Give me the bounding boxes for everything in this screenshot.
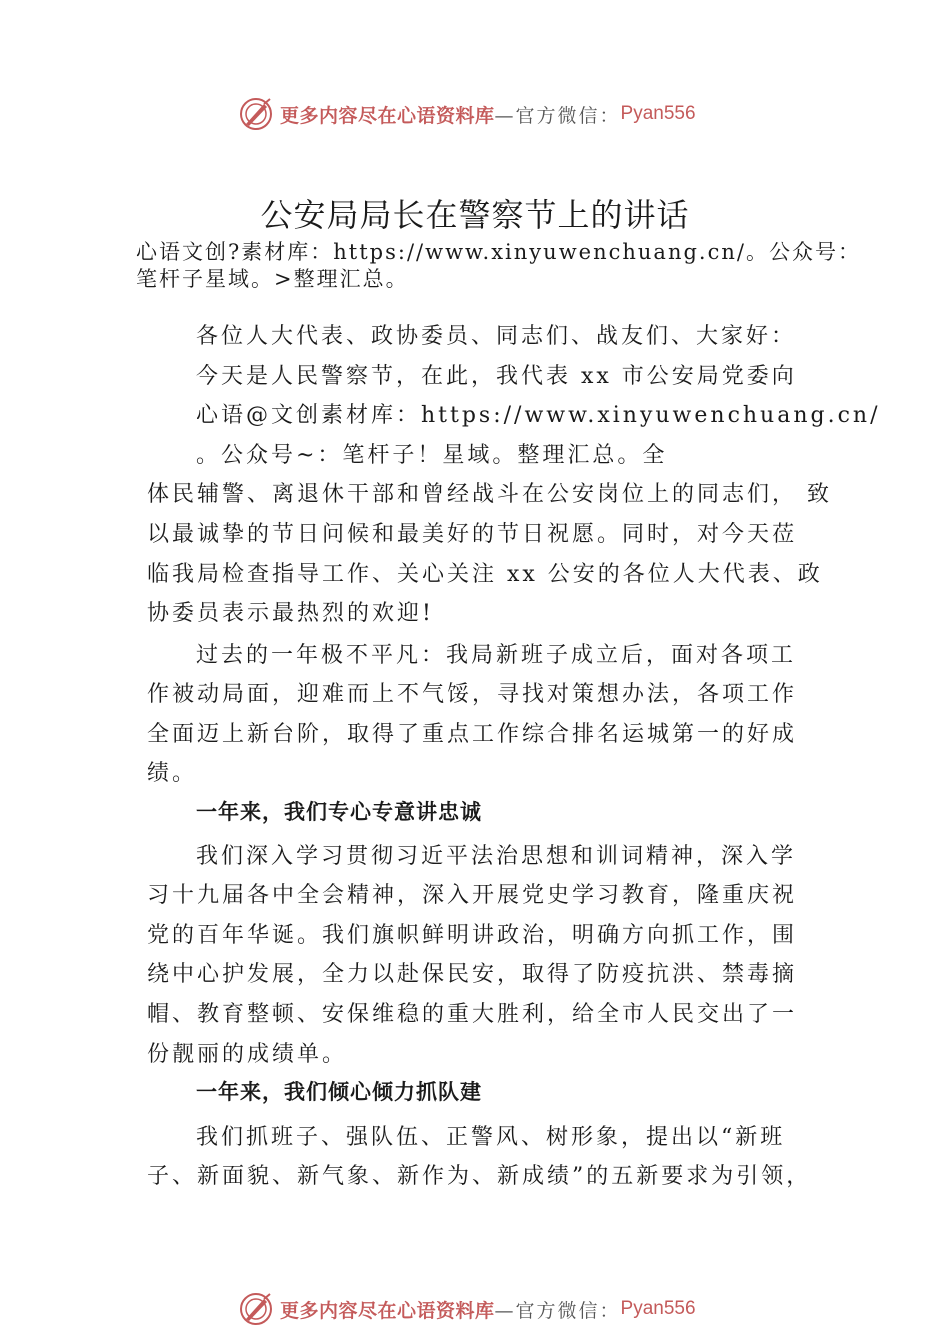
document-title: 公安局局长在警察节上的讲话 — [260, 196, 690, 234]
watermark-main-text: 更多内容尽在心语资料库 — [280, 1299, 495, 1322]
paragraph-line: 作被动局面，迎难而上不气馁，寻找对策想办法，各项工作 — [147, 682, 798, 707]
paragraph-line: 党的百年华诞。我们旗帜鲜明讲政治，明确方向抓工作，围 — [147, 923, 798, 948]
paragraph-line: 以最诚挚的节日问候和最美好的节日祝愿。同时，对今天莅 — [147, 522, 798, 547]
watermark-middle-text: —官方微信： — [494, 104, 621, 127]
paragraph-line: 各位人大代表、政协委员、同志们、战友们、大家好： — [196, 324, 797, 349]
paragraph-line: 临我局检查指导工作、关心关注 xx 公安的各位人大代表、政 — [147, 562, 823, 587]
watermark-wechat-id: Pyan556 — [620, 103, 696, 124]
paragraph-line: 子、新面貌、新气象、新作为、新成绩”的五新要求为引领， — [147, 1164, 812, 1189]
section-heading: 一年来，我们专心专意讲忠诚 — [196, 800, 482, 824]
quill-logo-icon — [238, 1291, 274, 1327]
source-line: 笔杆子星域。>整理汇总。 — [136, 267, 409, 291]
paragraph-line: 帽、教育整顿、安保维稳的重大胜利，给全市人民交出了一 — [147, 1002, 798, 1027]
paragraph-line: 绩。 — [147, 761, 198, 786]
watermark-banner-top — [238, 94, 696, 134]
paragraph-line: 协委员表示最热烈的欢迎! — [147, 601, 434, 626]
paragraph-line: 我们抓班子、强队伍、正警风、树形象，提出以“新班 — [196, 1125, 786, 1150]
watermark-banner-bottom — [238, 1289, 696, 1329]
section-heading: 一年来，我们倾心倾力抓队建 — [196, 1080, 482, 1104]
paragraph-line: 份靓丽的成绩单。 — [147, 1042, 348, 1067]
paragraph-line: 今天是人民警察节，在此，我代表 xx 市公安局党委向 — [196, 364, 797, 389]
paragraph-line: 。公众号~：笔杆子！星域。整理汇总。全 — [196, 443, 668, 468]
watermark-main-text: 更多内容尽在心语资料库 — [280, 104, 495, 127]
watermark-middle-text: —官方微信： — [494, 1299, 621, 1322]
paragraph-line: 心语@文创素材库：https://www.xinyuwenchuang.cn/ — [196, 403, 881, 428]
paragraph-line: 我们深入学习贯彻习近平法治思想和训词精神，深入学 — [196, 844, 797, 869]
paragraph-line: 绕中心护发展，全力以赴保民安，取得了防疫抗洪、禁毒摘 — [147, 962, 798, 987]
paragraph-line: 体民辅警、离退休干部和曾经战斗在公安岗位上的同志们， 致 — [147, 482, 832, 507]
source-line: 心语文创?素材库：https://www.xinyuwenchuang.cn/。公众号： — [136, 240, 861, 264]
watermark-wechat-id: Pyan556 — [620, 1298, 696, 1319]
paragraph-line: 全面迈上新台阶，取得了重点工作综合排名运城第一的好成 — [147, 722, 798, 747]
paragraph-line: 习十九届各中全会精神，深入开展党史学习教育，隆重庆祝 — [147, 883, 798, 908]
paragraph-line: 过去的一年极不平凡：我局新班子成立后，面对各项工 — [196, 643, 797, 668]
quill-logo-icon — [238, 96, 274, 132]
